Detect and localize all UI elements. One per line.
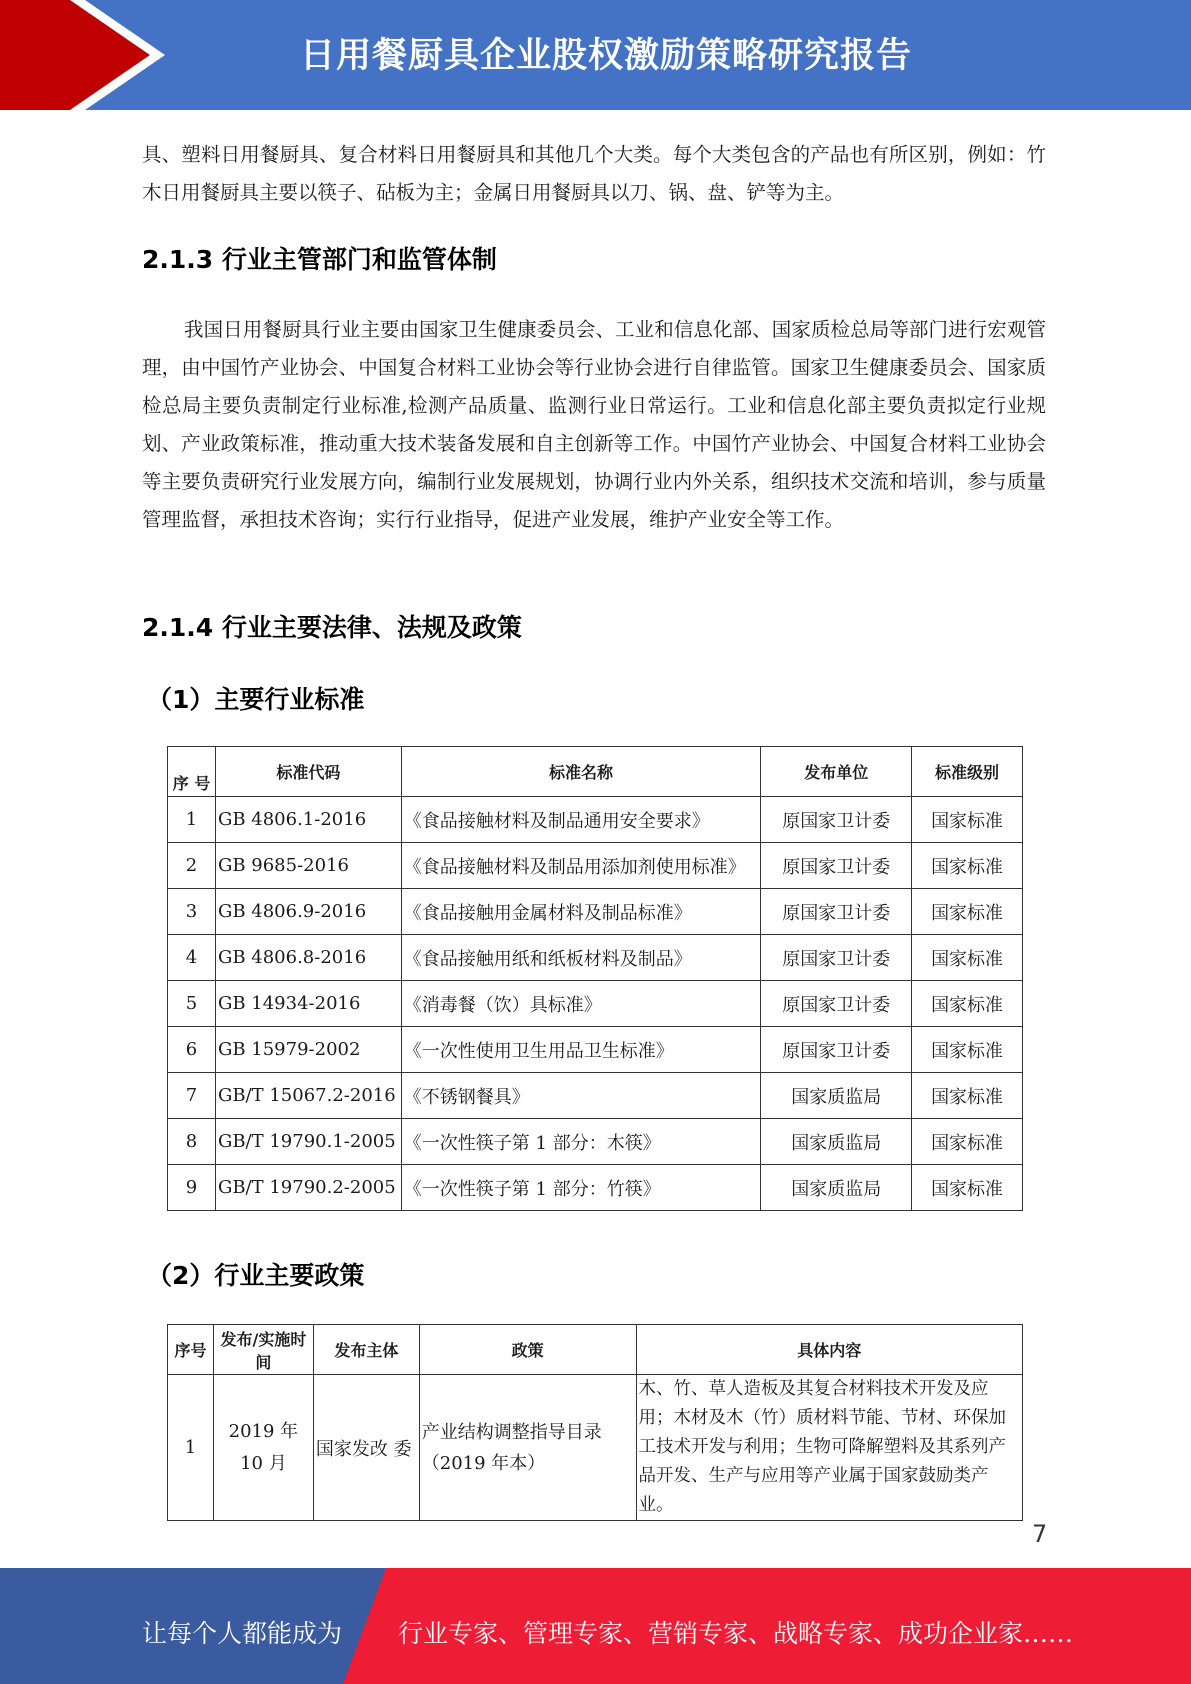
cell-code: GB 15979-2002 xyxy=(215,1027,401,1073)
cell-issuer: 原国家卫计委 xyxy=(761,889,912,935)
cell-policy: 产业结构调整指导目录（2019 年本） xyxy=(419,1375,636,1521)
col-header-issuer: 发布单位 xyxy=(761,747,912,797)
table-row xyxy=(168,981,1023,1027)
cell-level: 国家标准 xyxy=(912,1119,1023,1165)
col-header-code: 标准代码 xyxy=(215,747,401,797)
table-row xyxy=(168,935,1023,981)
cell-name: 《食品接触材料及制品通用安全要求》 xyxy=(401,797,761,843)
cell-date: 2019 年10 月 xyxy=(213,1375,313,1521)
cell-issuer: 国家质监局 xyxy=(761,1119,912,1165)
cell-issuer: 原国家卫计委 xyxy=(761,1027,912,1073)
cell-name: 《消毒餐（饮）具标准》 xyxy=(401,981,761,1027)
policy-table xyxy=(167,1324,1023,1521)
section-heading-2-1-4: 2.1.4 行业主要法律、法规及政策 xyxy=(142,613,522,642)
cell-level: 国家标准 xyxy=(912,1027,1023,1073)
cell-issuer: 原国家卫计委 xyxy=(761,935,912,981)
section-2-1-3-paragraph: 我国日用餐厨具行业主要由国家卫生健康委员会、工业和信息化部、国家质检总局等部门进行宏观管理，由中国竹产业协会、中国复合材料工业协会等行业协会进行自律监管。国家卫生健康委员会、国家质检总局主要负责制定行业标准,检测产品质量、监测行业日常运行。工业和信息化部主要负责拟定行业规划、产业政策标准，推动重大技术装备发展和自主创新等工作。中国竹产业协会、中国复合材料工业协会等主要负责研究行业发展方向，编制行业发展规划，协调行业内外关系，组织技术交流和培训，参与质量管理监督，承担技术咨询；实行行业指导，促进产业发展，维护产业安全等工作。 xyxy=(142,318,1046,531)
cell-name: 《一次性筷子第 1 部分：木筷》 xyxy=(401,1119,761,1165)
table-row xyxy=(168,843,1023,889)
intro-paragraph: 具、塑料日用餐厨具、复合材料日用餐厨具和其他几个大类。每个大类包含的产品也有所区别，例如：竹木日用餐厨具主要以筷子、砧板为主；金属日用餐厨具以刀、锅、盘、铲等为主。 xyxy=(142,143,1046,204)
header-title: 日用餐厨具企业股权激励策略研究报告 xyxy=(300,36,913,76)
cell-issuer: 国家发改 委 xyxy=(313,1375,419,1521)
cell-issuer: 国家质监局 xyxy=(761,1073,912,1119)
table-row xyxy=(168,889,1023,935)
cell-index: 3 xyxy=(168,889,216,935)
cell-level: 国家标准 xyxy=(912,797,1023,843)
cell-level: 国家标准 xyxy=(912,981,1023,1027)
col-header-issuer: 发布主体 xyxy=(313,1325,419,1375)
cell-name: 《食品接触用金属材料及制品标准》 xyxy=(401,889,761,935)
cell-issuer: 原国家卫计委 xyxy=(761,797,912,843)
cell-level: 国家标准 xyxy=(912,889,1023,935)
cell-level: 国家标准 xyxy=(912,843,1023,889)
table-row xyxy=(168,1073,1023,1119)
subsection-heading-standards: （1）主要行业标准 xyxy=(147,685,365,714)
cell-name: 《一次性筷子第 1 部分：竹筷》 xyxy=(401,1165,761,1211)
cell-name: 《不锈钢餐具》 xyxy=(401,1073,761,1119)
cell-level: 国家标准 xyxy=(912,935,1023,981)
cell-code: GB/T 15067.2-2016 xyxy=(215,1073,401,1119)
cell-index: 9 xyxy=(168,1165,216,1211)
cell-code: GB/T 19790.1-2005 xyxy=(215,1119,401,1165)
page-footer xyxy=(0,1568,1191,1684)
footer-slogan-right: 行业专家、管理专家、营销专家、战略专家、成功企业家…… xyxy=(398,1619,1074,1648)
cell-content: 木、竹、草人造板及其复合材料技术开发及应用；木材及木（竹）质材料节能、节材、环保加工技术开发与利用；生物可降解塑料及其系列产品开发、生产与应用等产业属于国家鼓励类产业。 xyxy=(636,1375,1022,1521)
table-row xyxy=(168,797,1023,843)
policy-table-clip xyxy=(166,1324,1026,1515)
cell-index: 8 xyxy=(168,1119,216,1165)
cell-code: GB/T 19790.2-2005 xyxy=(215,1165,401,1211)
table-row xyxy=(168,1119,1023,1165)
table-row xyxy=(168,1027,1023,1073)
cell-level: 国家标准 xyxy=(912,1073,1023,1119)
col-header-name: 标准名称 xyxy=(401,747,761,797)
cell-code: GB 14934-2016 xyxy=(215,981,401,1027)
cell-code: GB 4806.8-2016 xyxy=(215,935,401,981)
cell-code: GB 4806.1-2016 xyxy=(215,797,401,843)
cell-code: GB 4806.9-2016 xyxy=(215,889,401,935)
cell-index: 1 xyxy=(168,797,216,843)
cell-index: 1 xyxy=(168,1375,214,1521)
standards-table xyxy=(167,746,1023,1211)
cell-index: 7 xyxy=(168,1073,216,1119)
page-header xyxy=(0,0,1191,110)
section-heading-2-1-3: 2.1.3 行业主管部门和监管体制 xyxy=(142,245,497,274)
cell-level: 国家标准 xyxy=(912,1165,1023,1211)
subsection-heading-policies: （2）行业主要政策 xyxy=(147,1261,365,1290)
cell-index: 4 xyxy=(168,935,216,981)
header-chevron-icon xyxy=(0,0,160,110)
table-row xyxy=(168,1165,1023,1211)
cell-name: 《食品接触材料及制品用添加剂使用标准》 xyxy=(401,843,761,889)
cell-name: 《一次性使用卫生用品卫生标准》 xyxy=(401,1027,761,1073)
cell-index: 2 xyxy=(168,843,216,889)
cell-code: GB 9685-2016 xyxy=(215,843,401,889)
cell-issuer: 原国家卫计委 xyxy=(761,843,912,889)
page-number: 7 xyxy=(1032,1520,1048,1548)
table-row xyxy=(168,1375,1023,1521)
cell-index: 5 xyxy=(168,981,216,1027)
col-header-level: 标准级别 xyxy=(912,747,1023,797)
footer-slogan-left: 让每个人都能成为 xyxy=(142,1619,343,1648)
table-header-row xyxy=(168,1325,1023,1375)
cell-issuer: 原国家卫计委 xyxy=(761,981,912,1027)
cell-index: 6 xyxy=(168,1027,216,1073)
table-header-row xyxy=(168,747,1023,797)
col-header-policy: 政策 xyxy=(419,1325,636,1375)
cell-name: 《食品接触用纸和纸板材料及制品》 xyxy=(401,935,761,981)
cell-issuer: 国家质监局 xyxy=(761,1165,912,1211)
col-header-content: 具体内容 xyxy=(636,1325,1022,1375)
col-header-index: 序号 xyxy=(168,1325,214,1375)
col-header-date: 发布/实施时间 xyxy=(213,1325,313,1375)
col-header-index: 序 号 xyxy=(168,747,216,797)
